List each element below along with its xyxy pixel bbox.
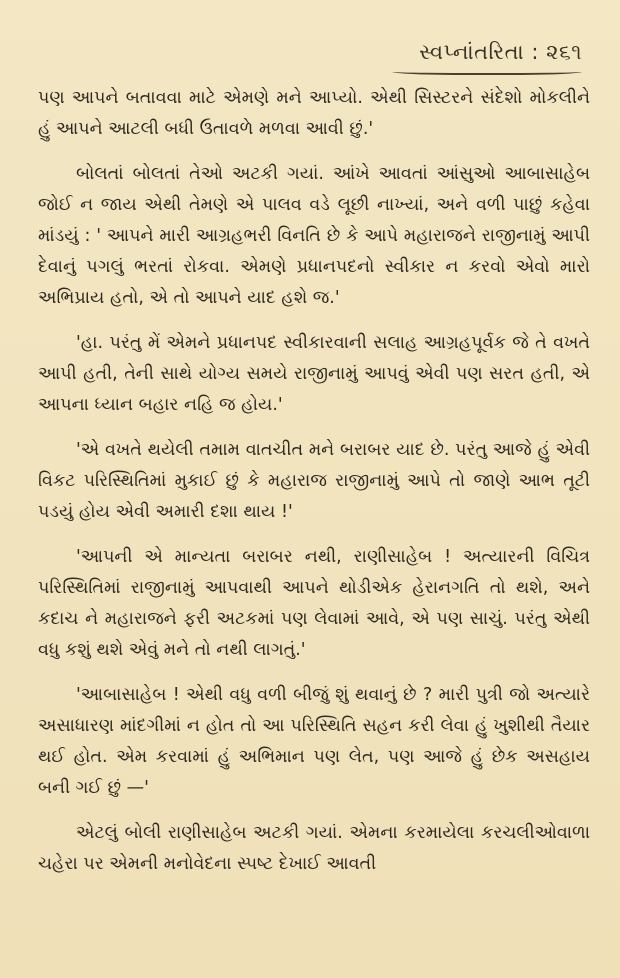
paragraph: 'એ વખતે થયેલી તમામ વાતચીત મને બરાબર યાદ છે. પરંતુ આજે હું એવી વિકટ પરિસ્થિતિમાં મુકાઈ છું કે મહારાજ રાજીનામું આપે તો જાણે આભ તૂટી પડયું હોય એવી અમારી દશા થાય !' <box>38 440 590 522</box>
running-header: સ્વપ્નાંતરિતા : ૨૬૧ <box>419 40 582 64</box>
page-body <box>38 83 590 880</box>
header-underline <box>392 67 582 75</box>
paragraph: એટલું બોલી રાણીસાહેબ અટકી ગયાં. એમના કરમાયેલા કરચલીઓવાળા ચહેરા પર એમની મનોવેદના સ્પષ્ટ દેખાઈ આવતી <box>38 823 590 874</box>
paragraph: બોલતાં બોલતાં તેઓ અટકી ગયાં. આંખે આવતાં આંસુઓ આબાસાહેબ જોઈ ન જાય એથી તેમણે એ પાલવ વડે લૂછી નાખ્યાં, અને વળી પાછું કહેવા માંડયું : ' આપને મારી આગ્રહભરી વિનતિ છે કે આપે મહારાજને રાજીનામું આપી દેવાનું પગલું ભરતાં રોકવા. એમણે પ્રધાનપદનો સ્વીકાર ન કરવો એવો મારો અભિપ્રાય હતો, એ તો આપને યાદ હશે જ.' <box>38 164 590 308</box>
paragraph: 'આપની એ માન્યતા બરાબર નથી, રાણીસાહેબ ! અત્યારની વિચિત્ર પરિસ્થિતિમાં રાજીનામું આપવાથી આપને થોડીએક હેરાનગતિ તો થશે, અને કદાચ ને મહારાજને ફરી અટકમાં પણ લેવામાં આવે, એ પણ સાચું. પરંતુ એથી વધુ કશું થશે એવું મને તો નથી લાગતું.' <box>38 547 590 660</box>
paragraph: 'આબાસાહેબ ! એથી વધુ વળી બીજું શું થવાનું છે ? મારી પુત્રી જો અત્યારે અસાધારણ માંદગીમાં ન હોત તો આ પરિસ્થિતિ સહન કરી લેવા હું ખુશીથી તૈયાર થઈ હોત. એમ કરવામાં હું અભિમાન પણ લેત, પણ આજે હું છેક અસહાય બની ગઈ છું —' <box>38 685 590 798</box>
paragraph: 'હા. પરંતુ મેં એમને પ્રધાનપદ સ્વીકારવાની સલાહ આગ્રહપૂર્વક જે તે વખતે આપી હતી, તેની સાથે યોગ્ય સમયે રાજીનામું આપવું એવી પણ સરત હતી, એ આપના ધ્યાન બહાર નહિ જ હોય.' <box>38 333 590 415</box>
paragraph: પણ આપને બતાવવા માટે એમણે મને આપ્યો. એથી સિસ્ટરને સંદેશો મોકલીને હું આપને આટલી બધી ઉતાવળે મળવા આવી છું.' <box>38 88 590 139</box>
